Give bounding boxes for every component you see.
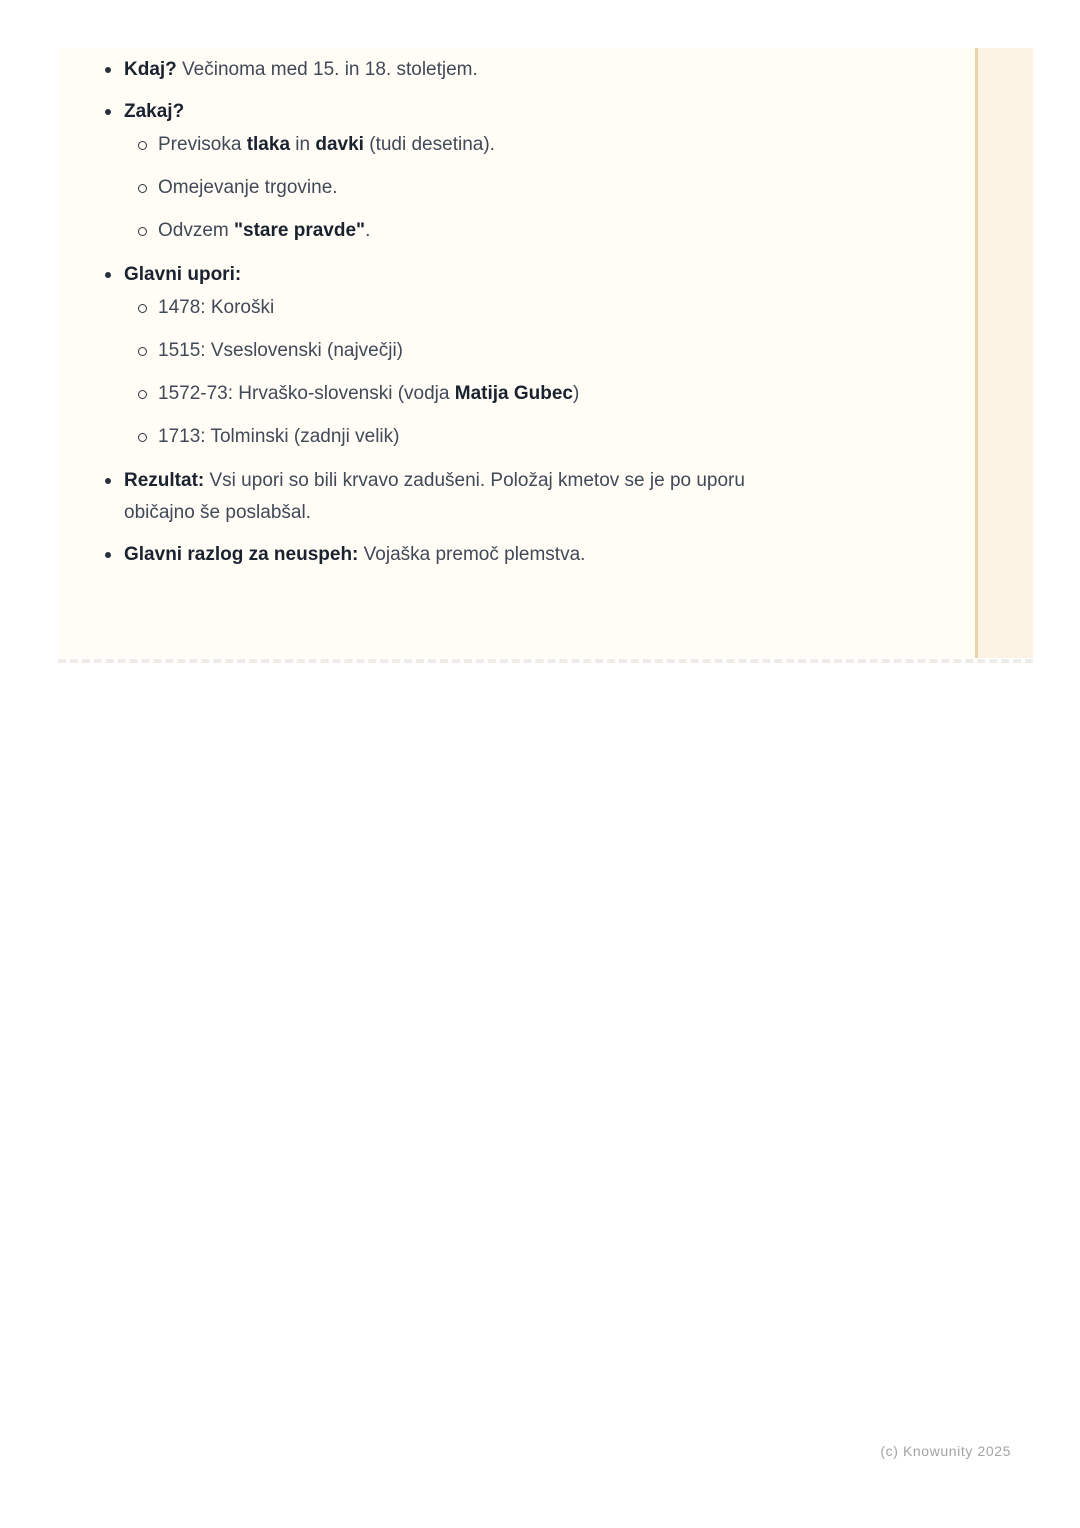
note-item [104,54,945,86]
note-subitem [138,215,945,247]
note-sublist [104,129,945,247]
regular-text: ) [573,383,580,404]
bold-text: Glavni upori: [124,264,242,285]
bullet-circle-icon [138,172,158,193]
filled-dot [105,67,111,73]
bullet-dot-icon [104,96,124,115]
copyright-text: (c) Knowunity 2025 [880,1443,1011,1459]
regular-text: Večinoma med 15. in 18. stoletjem. [176,59,478,80]
note-row [104,465,945,529]
bullet-dot-icon [104,465,124,484]
regular-text: 1478: Koroški [158,297,275,318]
note-item [104,465,945,529]
note-subitem [138,335,945,367]
bullet-dot-icon [104,54,124,73]
filled-dot [105,272,111,278]
bold-text: Rezultat: [124,470,205,491]
note-text [158,129,495,161]
note-text [158,215,370,247]
bold-text: Glavni razlog za neuspeh: [124,544,359,565]
note-text [158,335,403,367]
regular-text: Vojaška premoč plemstva. [358,544,586,565]
note-item [104,259,945,453]
note-text [158,172,338,204]
note-text [124,539,585,571]
bold-text: davki [315,134,364,155]
page-break-dashed-divider [58,659,1033,663]
bold-text: "stare pravde" [234,220,366,241]
note-text [158,421,399,453]
hollow-circle [138,304,147,313]
notes-list [58,48,975,571]
bullet-circle-icon [138,335,158,356]
bold-text: tlaka [246,134,291,155]
hollow-circle [138,433,147,442]
bold-text: Matija Gubec [454,383,573,404]
regular-text: Odvzem [158,220,235,241]
note-subitem [138,172,945,204]
note-item [104,96,945,247]
hollow-circle [138,390,147,399]
note-row [104,96,945,128]
note-item [104,539,945,571]
note-text [158,378,579,410]
bullet-circle-icon [138,292,158,313]
regular-text: in [290,134,316,155]
note-text [124,465,784,529]
bullet-circle-icon [138,129,158,150]
regular-text: Vsi upori so bili krvavo zadušeni. Položaj kmetov se je po uporu običajno še poslabšal. [124,470,745,523]
filled-dot [105,552,111,558]
note-row [104,259,945,291]
bold-text: Kdaj? [124,59,177,80]
hollow-circle [138,141,147,150]
bullet-circle-icon [138,421,158,442]
note-sublist [104,292,945,453]
bullet-circle-icon [138,215,158,236]
note-text [158,292,274,324]
filled-dot [105,109,111,115]
bullet-circle-icon [138,378,158,399]
note-subitem [138,421,945,453]
note-text [124,54,478,86]
regular-text: Previsoka [158,134,247,155]
note-text [124,259,241,291]
note-subitem [138,129,945,161]
bold-text: Zakaj? [124,101,185,122]
regular-text: 1515: Vseslovenski (največji) [158,340,404,361]
note-row [104,539,945,571]
hollow-circle [138,347,147,356]
note-row [138,215,945,247]
note-row [138,378,945,410]
note-row [138,292,945,324]
notes-card [58,48,975,658]
bullet-dot-icon [104,539,124,558]
filled-dot [105,478,111,484]
card-accent-strip [978,48,1033,658]
note-subitem [138,378,945,410]
note-row [138,172,945,204]
regular-text: (tudi desetina). [363,134,495,155]
note-subitem [138,292,945,324]
regular-text: Omejevanje trgovine. [158,177,338,198]
regular-text: 1713: Tolminski (zadnji velik) [158,426,400,447]
bullet-dot-icon [104,259,124,278]
regular-text: 1572-73: Hrvaško-slovenski (vodja [158,383,455,404]
note-row [138,129,945,161]
note-row [138,335,945,367]
note-row [104,54,945,86]
hollow-circle [138,184,147,193]
note-row [138,421,945,453]
regular-text: . [365,220,371,241]
hollow-circle [138,227,147,236]
note-text [124,96,184,128]
